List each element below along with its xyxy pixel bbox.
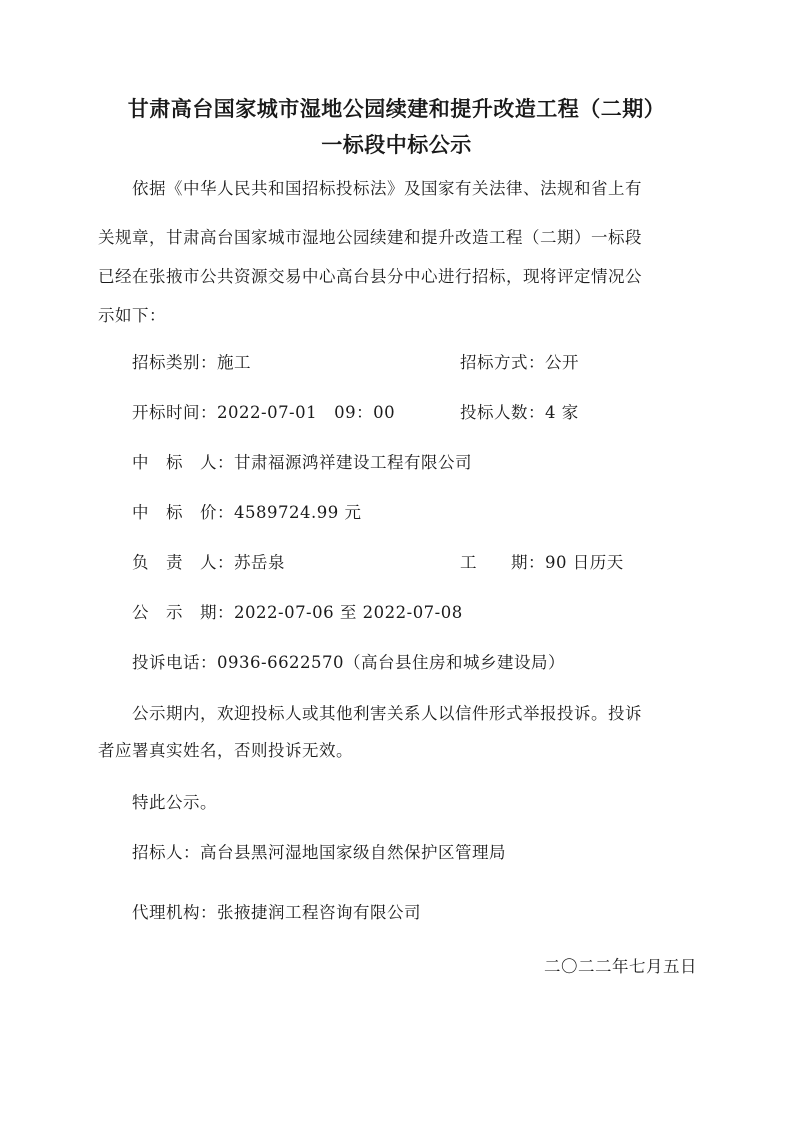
tender-type: 招标类别：施工 — [132, 353, 251, 372]
winning-price: 中 标 价：4589724.99 元 — [132, 503, 362, 522]
intro-line3: 已经在张掖市公共资源交易中心高台县分中心进行招标，现将评定情况公 — [98, 267, 642, 286]
notice-line2: 者应署真实姓名，否则投诉无效。 — [98, 741, 353, 760]
bidder-count: 投标人数：4 家 — [460, 403, 579, 422]
document-title-line2: 一标段中标公示 — [321, 133, 472, 157]
responsible-person: 负 责 人：苏岳泉 — [132, 553, 285, 572]
open-time: 开标时间：2022-07-01 09：00 — [132, 403, 396, 422]
agency: 代理机构：张掖捷润工程咨询有限公司 — [132, 903, 421, 922]
hereby-notice: 特此公示。 — [132, 793, 217, 812]
intro-line4: 示如下： — [98, 306, 166, 325]
document-title-line1: 甘肃高台国家城市湿地公园续建和提升改造工程（二期） — [127, 97, 666, 121]
intro-line1: 依据《中华人民共和国招标投标法》及国家有关法律、法规和省上有 — [132, 179, 642, 198]
publicity-period: 公 示 期：2022-07-06 至 2022-07-08 — [132, 603, 463, 622]
tenderer: 招标人：高台县黑河湿地国家级自然保护区管理局 — [132, 843, 506, 862]
notice-line1: 公示期内，欢迎投标人或其他利害关系人以信件形式举报投诉。投诉 — [132, 704, 642, 723]
complaint-phone: 投诉电话：0936-6622570（高台县住房和城乡建设局） — [132, 653, 566, 672]
intro-line2: 关规章，甘肃高台国家城市湿地公园续建和提升改造工程（二期）一标段 — [98, 228, 642, 247]
document-date: 二〇二二年七月五日 — [544, 957, 697, 976]
winning-bidder: 中 标 人：甘肃福源鸿祥建设工程有限公司 — [132, 453, 472, 472]
tender-method: 招标方式：公开 — [460, 353, 579, 372]
construction-duration: 工 期：90 日历天 — [460, 553, 624, 572]
